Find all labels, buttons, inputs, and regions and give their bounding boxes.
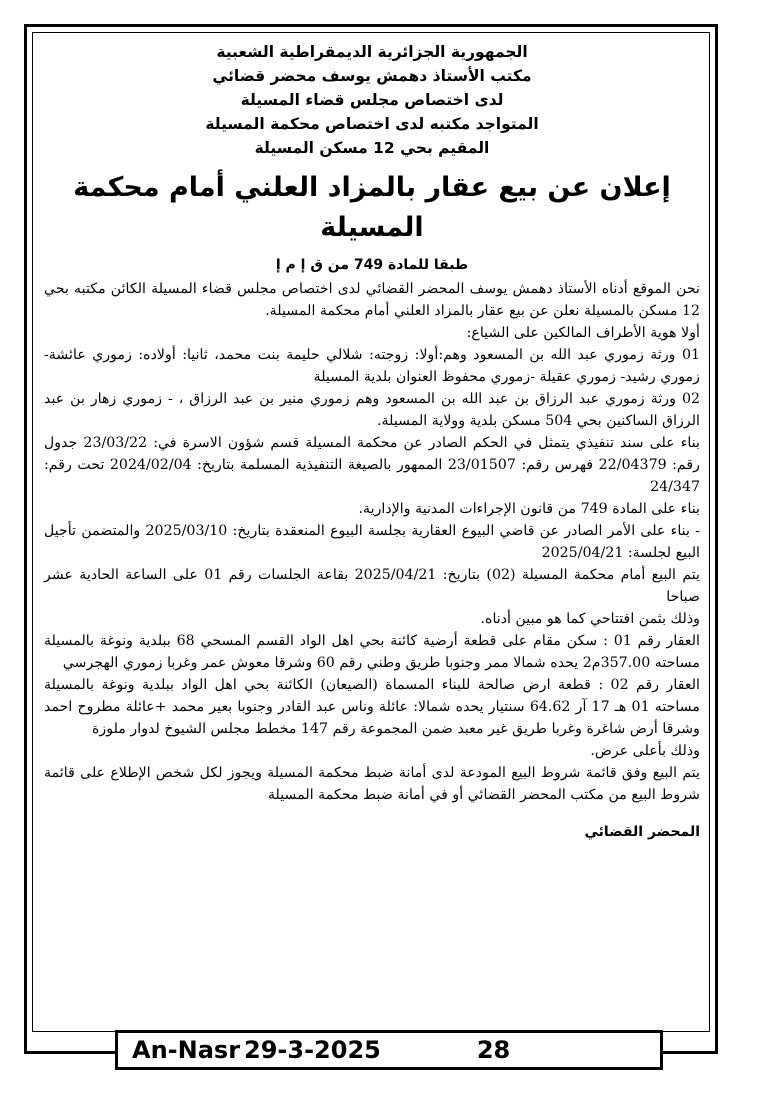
paragraph-conditions: يتم البيع وفق قائمة شروط البيع المودعة لدى أمانة ضبط محكمة المسيلة ويجوز لكل شخص الإطلاع على قائمة شروط البيع من مكتب المحضر القضائي أو في أمانة ضبط محكمة المسيلة [44, 765, 700, 803]
header-line-jurisdiction: لدى اختصاص مجلس قضاء المسيلة [240, 91, 504, 109]
header-line-office: مكتب الأستاذ دهمش يوسف محضر قضائي [212, 67, 532, 85]
paragraph-heirs-2: 02 ورثة زموري عبد الرزاق بن عبد الله بن المسعود وهم زموري منير بن عبد الرزاق ، - زموري زهار بن عبد الرزاق الساكنين بحي 504 مسكن بلدية وولاية المسيلة. [44, 391, 700, 429]
paragraph-property-1: العقار رقم 01 : سكن مقام على قطعة أرضية كائنة بحي اهل الواد القسم المسحي 68 ببلدية ونوغة بالمسيلة مساحته 357.00م2 يحده شمالا ممر وجنوبا طريق وطني رقم 60 وشرقا معوش عمر وغربا زموري الهجرسي [44, 633, 700, 671]
publication-date: 29-3-2025 [244, 1036, 381, 1064]
paragraph-highest-bid: وذلك بأعلى عرض. [590, 743, 700, 759]
announcement-content [44, 40, 700, 1030]
paragraph-heirs-1: 01 ورثة زموري عبد الله بن المسعود وهم:أولا: زوجته: شلالي حليمة بنت محمد، ثانيا: أولاده: زموري عائشة- زموري رشيد- زموري عقيلة -زموري محفوظ العنوان بلدية المسيلة [44, 347, 700, 385]
paragraph-article-749: بناء على المادة 749 من قانون الإجراءات المدنية والإدارية. [358, 501, 700, 517]
paragraph-sale-date: يتم البيع أمام محكمة المسيلة (02) بتاريخ: 2025/04/21 بقاعة الجلسات رقم 01 على الساعة الحادية عشر صباحا [44, 567, 700, 605]
paragraph-opening-price: وذلك بثمن افتتاحي كما هو مبين أدناه. [480, 611, 700, 627]
paragraph-executive-title: بناء على سند تنفيذي يتمثل في الحكم الصادر عن محكمة المسيلة قسم شؤون الاسرة في: 23/03/22 جدول رقم: 22/04379 فهرس رقم: 23/01507 الممهور بالصيغة التنفيذية المسلمة بتاريخ: 2024/02/04 تحت رقم: 24/347 [44, 435, 700, 495]
newspaper-footer [115, 1030, 663, 1070]
letterhead [44, 40, 700, 160]
paragraph-property-2: العقار رقم 02 : قطعة ارض صالحة للبناء المسماة (الصيعان) الكائنة بحي اهل الواد ببلدية ونوغة بالمسيلة مساحته 01 هـ 17 آر 64.62 سنتيار يحده شمالا: عائلة وناس عبد القادر وجنوبا بعير محمد +عائلة مطروح احمد وشرقا أرض شاغرة وغربا طريق غير معبد ضمن المجموعة رقم 147 مخطط مجلس الشيوخ لدوار ملوزة [44, 677, 701, 737]
header-line-address: المقيم بحي 12 مسكن المسيلة [254, 139, 490, 157]
paragraph-owners-heading: أولا هوية الأطراف المالكين على الشياع: [466, 325, 700, 341]
announcement-title: إعلان عن بيع عقار بالمزاد العلني أمام محكمة المسيلة [73, 172, 671, 243]
signature: المحضر القضائي [584, 824, 700, 840]
header-line-republic: الجمهورية الجزائرية الديمقراطية الشعبية [216, 43, 528, 61]
paragraph-intro: نحن الموقع أدناه الأستاذ دهمش يوسف المحضر القضائي لدى اختصاص مجلس قضاء المسيلة الكائن مكتبه بحي 12 مسكن بالمسيلة نعلن عن بيع عقار بالمزاد العلني أمام محكمة المسيلة. [44, 281, 700, 319]
paragraph-judge-order: - بناء على الأمر الصادر عن قاضي البيوع العقارية بجلسة البيوع المنعقدة بتاريخ: 2025/03/10 والمتضمن تأجيل البيع لجلسة: 2025/04/21 [44, 523, 700, 561]
newspaper-name: An-Nasr [132, 1036, 241, 1064]
legal-reference: طبقا للمادة 749 من ق إ م إ [275, 257, 469, 273]
page-number: 28 [476, 1036, 511, 1064]
header-line-court: المتواجد مكتبه لدى اختصاص محكمة المسيلة [205, 115, 539, 133]
announcement-body [44, 278, 700, 806]
